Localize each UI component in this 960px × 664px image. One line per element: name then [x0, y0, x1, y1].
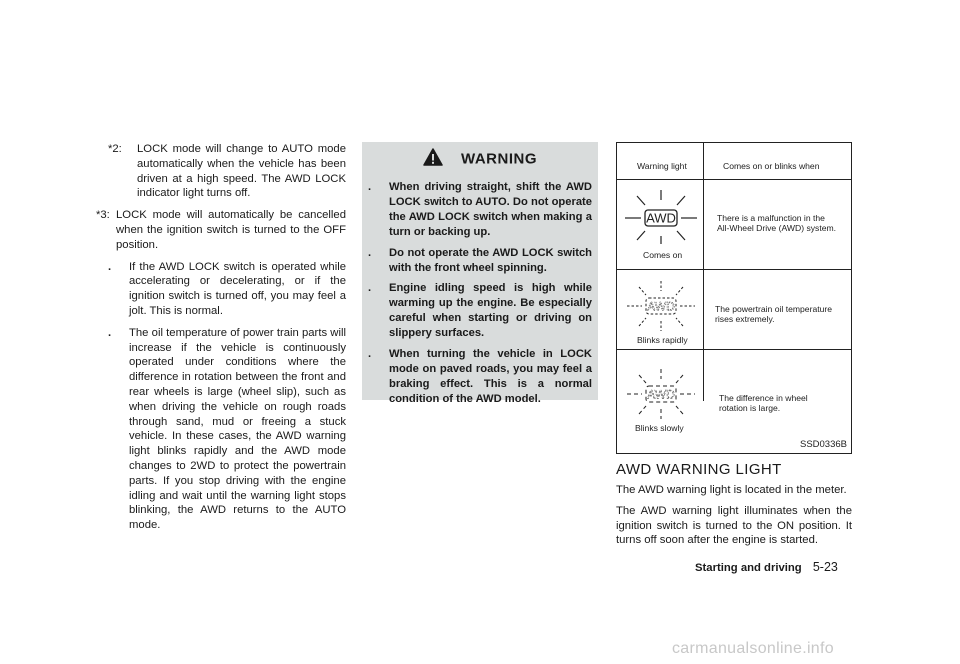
light-state-label: Blinks slowly — [635, 423, 684, 433]
figure-code: SSD0336B — [799, 439, 847, 450]
description-line: The powertrain oil temperature — [715, 304, 833, 314]
bullet-marker: . — [368, 246, 372, 259]
footnote-label: *3: — [96, 209, 110, 222]
warning-triangle-icon — [423, 148, 443, 170]
warning-title: WARNING — [461, 150, 537, 168]
bullet-marker: . — [368, 282, 372, 295]
awd-warning-light-figure — [616, 142, 852, 454]
warning-text: When turning the vehicle in LOCK mode on paved roads, you may feel a braking effect. This is a normal condition of the AWD model. — [389, 348, 592, 405]
section-body — [616, 483, 852, 554]
bullet-marker: . — [368, 181, 372, 193]
bullet-marker: . — [108, 260, 112, 273]
bullet-item — [108, 260, 346, 319]
warning-item — [368, 246, 592, 276]
figure-divider — [617, 349, 851, 350]
bullet-text: The oil temperature of power train parts will increase if the vehicle is continuously operated under conditions where the difference in rotation between the front and rear wheels is large (wheel slip), such as when driving the vehicle on rough roads through sand, mud or freeing a stuck vehicle. In these cases, the AWD warning light blinks rapidly and the AWD mode changes to 2WD to protect the powertrain parts. If you stop driving with the engine idling and wait until the warning light stops blinking, the AWD returns to the AUTO mode. — [129, 326, 346, 532]
awd-icon-text: AWD — [647, 387, 675, 402]
left-column — [96, 142, 346, 540]
bullet-marker: . — [108, 326, 112, 339]
description-line: rotation is large. — [719, 403, 781, 413]
awd-warning-light-blink-slow-icon — [625, 367, 697, 421]
awd-icon-text: AWD — [646, 210, 676, 226]
awd-warning-light-blink-rapid-icon — [625, 279, 697, 333]
figure-header-left: Warning light — [637, 161, 687, 171]
description-line: rises extremely. — [715, 314, 775, 324]
warning-text: Do not operate the AWD LOCK switch with the front wheel spinning. — [389, 246, 592, 274]
warning-text: Engine idling speed is high while warming up the engine. Be especially careful when starting or driving on slippery surfaces. — [389, 282, 592, 340]
awd-icon-text: AWD — [647, 299, 675, 314]
light-state-label: Comes on — [643, 250, 683, 260]
section-paragraph: The AWD warning light illuminates when the ignition switch is turned to the ON position. It turns off soon after the engine is started. — [616, 504, 852, 547]
bullet-marker: . — [368, 348, 372, 361]
figure-header-right: Comes on or blinks when — [723, 161, 820, 171]
footnote-text: LOCK mode will change to AUTO mode automatically when the vehicle has been driven at a high speed. The AWD LOCK indicator light turns off. — [137, 143, 346, 200]
warning-item — [368, 180, 592, 240]
bullet-item — [108, 326, 346, 533]
warning-header — [362, 148, 598, 170]
bullet-text: If the AWD LOCK switch is operated while accelerating or decelerating, or if the ignition switch is turned off, you may feel a jolt. This is normal. — [129, 260, 346, 317]
page-number: 5-23 — [812, 560, 838, 574]
warning-item — [368, 281, 592, 341]
awd-warning-light-on-icon — [623, 187, 699, 247]
light-state-description — [717, 213, 836, 233]
footnote-label: *2: — [108, 143, 122, 155]
warning-list — [368, 180, 592, 413]
light-state-label: Blinks rapidly — [637, 335, 688, 345]
figure-divider — [617, 269, 851, 270]
figure-divider — [703, 143, 704, 401]
footer-section-name: Starting and driving — [695, 562, 802, 574]
warning-text: When driving straight, shift the AWD LOCK switch to AUTO. Do not operate the AWD LOCK switch when making a turn or backing up. — [389, 181, 592, 238]
description-line: All-Wheel Drive (AWD) system. — [717, 223, 837, 233]
light-state-description — [715, 304, 832, 324]
figure-divider — [617, 179, 851, 180]
warning-box — [362, 142, 598, 405]
section-title: AWD WARNING LIGHT — [616, 461, 782, 478]
footnote-text: LOCK mode will automatically be cancelled when the ignition switch is turned to the OFF position. — [116, 209, 346, 251]
watermark: carmanualsonline.info — [672, 640, 834, 657]
light-state-description — [719, 393, 808, 413]
page-footer — [695, 560, 838, 574]
footnote-2 — [108, 142, 346, 201]
description-line: The difference in wheel — [719, 393, 808, 403]
warning-item — [368, 347, 592, 407]
description-line: There is a malfunction in the — [717, 213, 825, 223]
section-paragraph: The AWD warning light is located in the meter. — [616, 484, 847, 496]
footnote-3 — [96, 208, 346, 252]
